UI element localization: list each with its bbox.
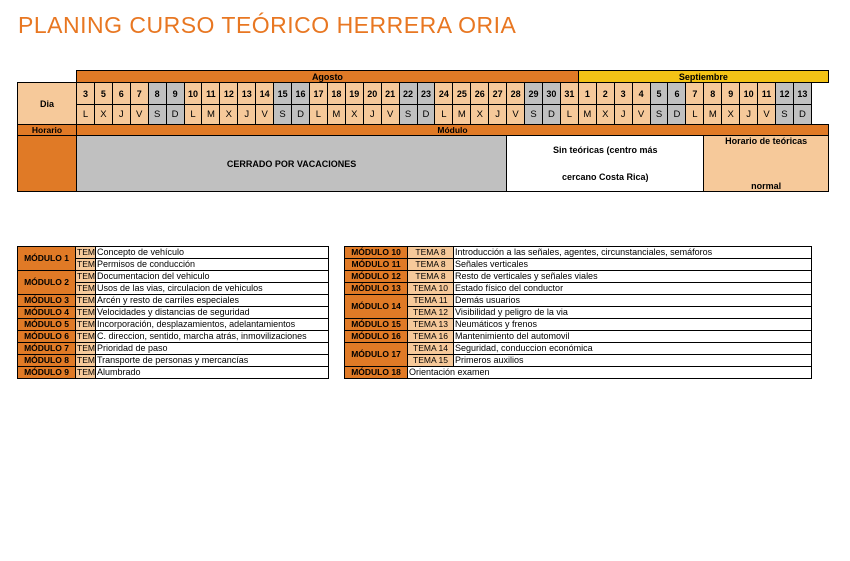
day-letter: X xyxy=(94,105,112,125)
day-letter: J xyxy=(112,105,130,125)
module-label: MÓDULO 16 xyxy=(345,331,408,343)
day-number: 13 xyxy=(238,83,256,105)
module-row xyxy=(345,343,812,355)
module-row xyxy=(345,271,812,283)
day-letter: V xyxy=(130,105,148,125)
tema-description: Mantenimiento del automovil xyxy=(454,331,812,343)
module-label: MÓDULO 15 xyxy=(345,319,408,331)
module-label: MÓDULO 4 xyxy=(18,307,76,319)
day-letter: D xyxy=(292,105,310,125)
tema-label: TEMA 8 xyxy=(408,271,454,283)
day-letter: M xyxy=(327,105,345,125)
day-letter: X xyxy=(220,105,238,125)
day-letter: J xyxy=(363,105,381,125)
day-letter: M xyxy=(578,105,596,125)
day-letter: D xyxy=(417,105,435,125)
module-label: MÓDULO 6 xyxy=(18,331,76,343)
day-number: 7 xyxy=(686,83,704,105)
day-letter: M xyxy=(202,105,220,125)
day-number: 2 xyxy=(596,83,614,105)
day-number: 17 xyxy=(309,83,327,105)
horario-teoricas-line1: Horario de teóricas xyxy=(704,136,829,164)
tema-label: TEMA 15 xyxy=(408,355,454,367)
module-label: MÓDULO 11 xyxy=(345,259,408,271)
module-label: MÓDULO 7 xyxy=(18,343,76,355)
module-label: MÓDULO 9 xyxy=(18,367,76,379)
tema-label: TEMA 8 xyxy=(408,259,454,271)
horario-label: Horario xyxy=(18,125,77,136)
day-letter: X xyxy=(345,105,363,125)
day-letter: L xyxy=(77,105,95,125)
day-number: 25 xyxy=(453,83,471,105)
tema-description: Primeros auxilios xyxy=(454,355,812,367)
module-row xyxy=(18,331,329,343)
day-letter: S xyxy=(274,105,292,125)
tema-description: Velocidades y distancias de seguridad xyxy=(96,307,329,319)
dia-label: Dia xyxy=(18,83,77,125)
module-row xyxy=(345,331,812,343)
day-number: 29 xyxy=(525,83,543,105)
tema-description: Incorporación, desplazamientos, adelantamientos xyxy=(96,319,329,331)
day-letter: S xyxy=(148,105,166,125)
day-number: 6 xyxy=(112,83,130,105)
module-row xyxy=(18,367,329,379)
module-row xyxy=(345,307,812,319)
day-letter: V xyxy=(381,105,399,125)
day-number: 11 xyxy=(758,83,776,105)
day-letter: X xyxy=(471,105,489,125)
tema-label: TEM xyxy=(77,319,95,329)
calendar-table xyxy=(17,70,829,192)
modulo-label: Módulo xyxy=(77,125,829,136)
module-row xyxy=(345,319,812,331)
tema-description: C. direccion, sentido, marcha atrás, inmovilizaciones xyxy=(96,331,329,343)
page-title: PLANING CURSO TEÓRICO HERRERA ORIA xyxy=(18,12,517,38)
day-letter: V xyxy=(256,105,274,125)
tema-description: Neumáticos y frenos xyxy=(454,319,812,331)
day-number: 10 xyxy=(740,83,758,105)
day-number: 31 xyxy=(560,83,578,105)
tema-description: Seguridad, conduccion económica xyxy=(454,343,812,355)
day-letter: L xyxy=(309,105,327,125)
day-letter: D xyxy=(166,105,184,125)
day-number: 23 xyxy=(417,83,435,105)
day-number: 9 xyxy=(166,83,184,105)
day-number: 5 xyxy=(650,83,668,105)
horario-cell xyxy=(18,136,77,192)
tema-description: Señales verticales xyxy=(454,259,812,271)
day-number: 19 xyxy=(345,83,363,105)
tema-description: Usos de las vias, circulacion de vehiculos xyxy=(96,283,329,295)
module-label: MÓDULO 18 xyxy=(345,367,408,379)
calendar-blank xyxy=(18,71,77,83)
day-number: 20 xyxy=(363,83,381,105)
day-letter: V xyxy=(632,105,650,125)
day-number: 15 xyxy=(274,83,292,105)
horario-teoricas-line2: normal xyxy=(704,164,829,192)
tema-description: Orientación examen xyxy=(408,367,812,379)
day-number: 6 xyxy=(668,83,686,105)
day-number: 18 xyxy=(327,83,345,105)
module-label: MÓDULO 13 xyxy=(345,283,408,295)
day-number: 3 xyxy=(614,83,632,105)
tema-description: Demás usuarios xyxy=(454,295,812,307)
day-letter: J xyxy=(740,105,758,125)
day-letter: J xyxy=(489,105,507,125)
day-letter: S xyxy=(399,105,417,125)
day-number: 7 xyxy=(130,83,148,105)
day-letter: S xyxy=(525,105,543,125)
day-letter: L xyxy=(184,105,202,125)
day-letter: V xyxy=(507,105,525,125)
tema-description: Concepto de vehículo xyxy=(96,247,329,259)
tema-description: Prioridad de paso xyxy=(96,343,329,355)
day-number: 10 xyxy=(184,83,202,105)
tema-label: TEMA 10 xyxy=(408,283,454,295)
module-label: MÓDULO 12 xyxy=(345,271,408,283)
tema-label: TEM xyxy=(77,283,95,293)
tema-description: Introducción a las señales, agentes, circunstanciales, semáforos xyxy=(454,247,812,259)
day-number: 24 xyxy=(435,83,453,105)
tema-description: Alumbrado xyxy=(96,367,329,379)
day-letter: L xyxy=(686,105,704,125)
day-letter: L xyxy=(560,105,578,125)
tema-label: TEM xyxy=(77,355,95,365)
module-label: MÓDULO 5 xyxy=(18,319,76,331)
month-septiembre: Septiembre xyxy=(578,71,828,83)
day-letter: D xyxy=(542,105,560,125)
tema-label: TEM xyxy=(77,367,95,377)
calendar xyxy=(17,70,829,201)
tema-label: TEMA 16 xyxy=(408,331,454,343)
day-number: 9 xyxy=(722,83,740,105)
day-number: 5 xyxy=(94,83,112,105)
module-label: MÓDULO 3 xyxy=(18,295,76,307)
day-letter: J xyxy=(238,105,256,125)
day-letter: D xyxy=(668,105,686,125)
sin-teoricas-line2: cercano Costa Rica) xyxy=(507,164,704,192)
tema-label: TEM xyxy=(77,271,95,281)
module-row xyxy=(18,343,329,355)
module-row xyxy=(18,319,329,331)
module-row xyxy=(345,247,812,259)
module-label: MÓDULO 2 xyxy=(18,271,76,295)
month-agosto: Agosto xyxy=(77,71,579,83)
day-letter: L xyxy=(435,105,453,125)
tema-label: TEMA 12 xyxy=(408,307,454,319)
tema-label: TEMA 13 xyxy=(408,319,454,331)
tema-description: Transporte de personas y mercancías xyxy=(96,355,329,367)
day-letter: S xyxy=(776,105,794,125)
day-number: 3 xyxy=(77,83,95,105)
tema-description: Documentacion del vehiculo xyxy=(96,271,329,283)
day-letter: D xyxy=(793,105,811,125)
tema-label: TEMA 11 xyxy=(408,295,454,307)
tema-description: Resto de verticales y señales viales xyxy=(454,271,812,283)
modules-table-right xyxy=(344,246,812,379)
day-number: 4 xyxy=(632,83,650,105)
day-number: 11 xyxy=(202,83,220,105)
module-row xyxy=(345,295,812,307)
day-number: 16 xyxy=(292,83,310,105)
module-row xyxy=(345,259,812,271)
module-row xyxy=(18,271,329,283)
tema-description: Permisos de conducción xyxy=(96,259,329,271)
day-number: 27 xyxy=(489,83,507,105)
module-label: MÓDULO 1 xyxy=(18,247,76,271)
modules-table-left xyxy=(17,246,329,379)
tema-label: TEMA 8 xyxy=(408,247,454,259)
tema-description: Arcén y resto de carriles especiales xyxy=(96,295,329,307)
module-row xyxy=(18,307,329,319)
tema-label: TEMA 14 xyxy=(408,343,454,355)
tema-label: TEM xyxy=(77,295,95,305)
day-number: 14 xyxy=(256,83,274,105)
day-number: 13 xyxy=(793,83,811,105)
day-letter: M xyxy=(704,105,722,125)
cerrado-por-vacaciones: CERRADO POR VACACIONES xyxy=(77,136,507,192)
sin-teoricas-line1: Sin teóricas (centro más xyxy=(507,136,704,164)
day-number: 22 xyxy=(399,83,417,105)
day-number: 12 xyxy=(776,83,794,105)
tema-label: TEM xyxy=(77,307,95,317)
day-number: 21 xyxy=(381,83,399,105)
module-row xyxy=(345,283,812,295)
module-label: MÓDULO 17 xyxy=(345,343,408,367)
day-number: 30 xyxy=(542,83,560,105)
module-row xyxy=(18,355,329,367)
module-label: MÓDULO 14 xyxy=(345,295,408,319)
day-letter: S xyxy=(650,105,668,125)
module-row xyxy=(18,295,329,307)
module-label: MÓDULO 8 xyxy=(18,355,76,367)
day-letter: M xyxy=(453,105,471,125)
module-row xyxy=(345,355,812,367)
tema-label: TEM xyxy=(77,259,95,269)
tema-label: TEM xyxy=(77,331,95,341)
day-letter: X xyxy=(722,105,740,125)
module-row xyxy=(345,367,812,379)
tema-description: Estado físico del conductor xyxy=(454,283,812,295)
day-number: 8 xyxy=(704,83,722,105)
module-row xyxy=(18,247,329,259)
day-letter: J xyxy=(614,105,632,125)
day-number: 12 xyxy=(220,83,238,105)
day-number: 8 xyxy=(148,83,166,105)
day-number: 28 xyxy=(507,83,525,105)
day-letter: V xyxy=(758,105,776,125)
module-label: MÓDULO 10 xyxy=(345,247,408,259)
tema-label: TEM xyxy=(77,343,95,353)
tema-description: Visibilidad y peligro de la via xyxy=(454,307,812,319)
day-letter: X xyxy=(596,105,614,125)
day-number: 26 xyxy=(471,83,489,105)
day-number: 1 xyxy=(578,83,596,105)
tema-label: TEM xyxy=(77,247,95,257)
